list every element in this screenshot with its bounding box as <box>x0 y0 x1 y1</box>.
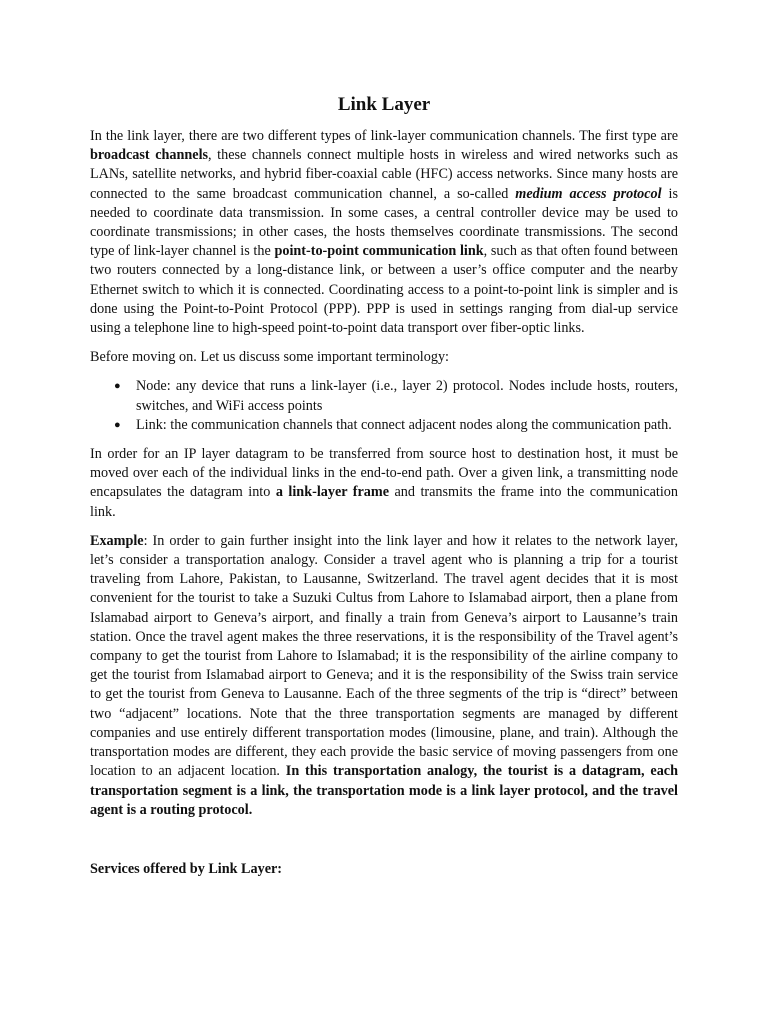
term-broadcast-channels: broadcast channels <box>90 147 209 164</box>
text-run: , such as that often found between two routers connected by a long-distance link, or between a user’s office computer and the nearby Ethernet switch to which it is connected. Coordinating access to a point-to-point link is simpler and is done using the Point-to-Point Protocol (PPP). PPP is used in settings ranging from dial-up service using a telephone line to high-speed point-to-point data transport over fiber-optic links. <box>90 243 678 337</box>
term-medium-access-protocol: medium access protocol <box>515 185 662 202</box>
text-run: In the link layer, there are two different types of link-layer communication channels. The first type are <box>90 128 678 144</box>
page-title: Link Layer <box>337 94 431 115</box>
list-item-text: Link: the communication channels that connect adjacent nodes along the communication path. <box>136 416 672 433</box>
paragraph-link-layer-channels <box>90 127 678 338</box>
text-run: and transmits the frame into the communication link. <box>90 484 678 520</box>
list-item-text: Node: any device that runs a link-layer (i.e., layer 2) protocol. Nodes include hosts, routers, switches, and WiFi access points <box>136 378 678 414</box>
section-heading-services: Services offered by Link Layer: <box>90 860 283 877</box>
example-label: Example <box>90 532 144 549</box>
terminology-list <box>90 377 678 435</box>
paragraph-example <box>90 532 678 820</box>
text-run: In order for an IP layer datagram to be transferred from source host to destination host, it must be moved over each of the individual links in the end-to-end path. Over a given link, a transmitting node encapsulates the datagram into <box>90 446 678 501</box>
bullet-icon: ● <box>114 380 121 393</box>
bullet-icon: ● <box>114 418 121 431</box>
analogy-summary: In this transportation analogy, the tourist is a datagram, each transportation segment is a link, the transportation mode is a link layer protocol, and the travel agent is a routing protocol. <box>90 763 678 818</box>
list-item-link <box>114 416 678 435</box>
term-point-to-point-link: point-to-point communication link <box>274 243 484 260</box>
text-run: : In order to gain further insight into the link layer and how it relates to the network layer, let’s consider a transportation analogy. Consider a travel agent who is planning a trip for a tourist traveling from Lahore, Pakistan, to Lausanne, Switzerland. The travel agent decides that it is most convenient for the tourist to take a Suzuki Cultus from Lahore to Islamabad airport, then a plane from Islamabad airport to Geneva’s airport, and finally a train from Geneva’s airport to Lausanne’s train station. Once the travel agent makes the three reservations, it is the responsibility of the Travel agent’s company to get the tourist from Lahore to Islamabad; it is the responsibility of the airline company to get the tourist from Islamabad airport to Geneva; and it is the responsibility of the Swiss train service to get the tourist from Geneva to Lausanne. Each of the three segments of the trip is “direct” between two “adjacent” locations. Note that the three transportation segments are managed by different companies and use entirely different transportation modes (limousine, plane, and train). Although the transportation modes are different, they each provide the basic service of moving passengers from one location to an adjacent location. <box>90 532 678 780</box>
paragraph-datagram-transfer <box>90 445 678 522</box>
text-run: is needed to coordinate data transmission. In some cases, a central controller device may be used to coordinate transmissions; in other cases, the hosts themselves coordinate transmissions. The second type of link-layer channel is the <box>90 185 678 260</box>
document-page <box>90 92 678 889</box>
text-run: , these channels connect multiple hosts in wireless and wired networks such as LANs, satellite networks, and hybrid fiber-coaxial cable (HFC) access networks. Since many hosts are connected to the same broadcast communication channel, a so-called <box>90 147 678 202</box>
list-item-node <box>114 377 678 415</box>
paragraph-terminology-intro: Before moving on. Let us discuss some important terminology: <box>90 349 449 366</box>
term-link-layer-frame: a link-layer frame <box>275 484 389 501</box>
